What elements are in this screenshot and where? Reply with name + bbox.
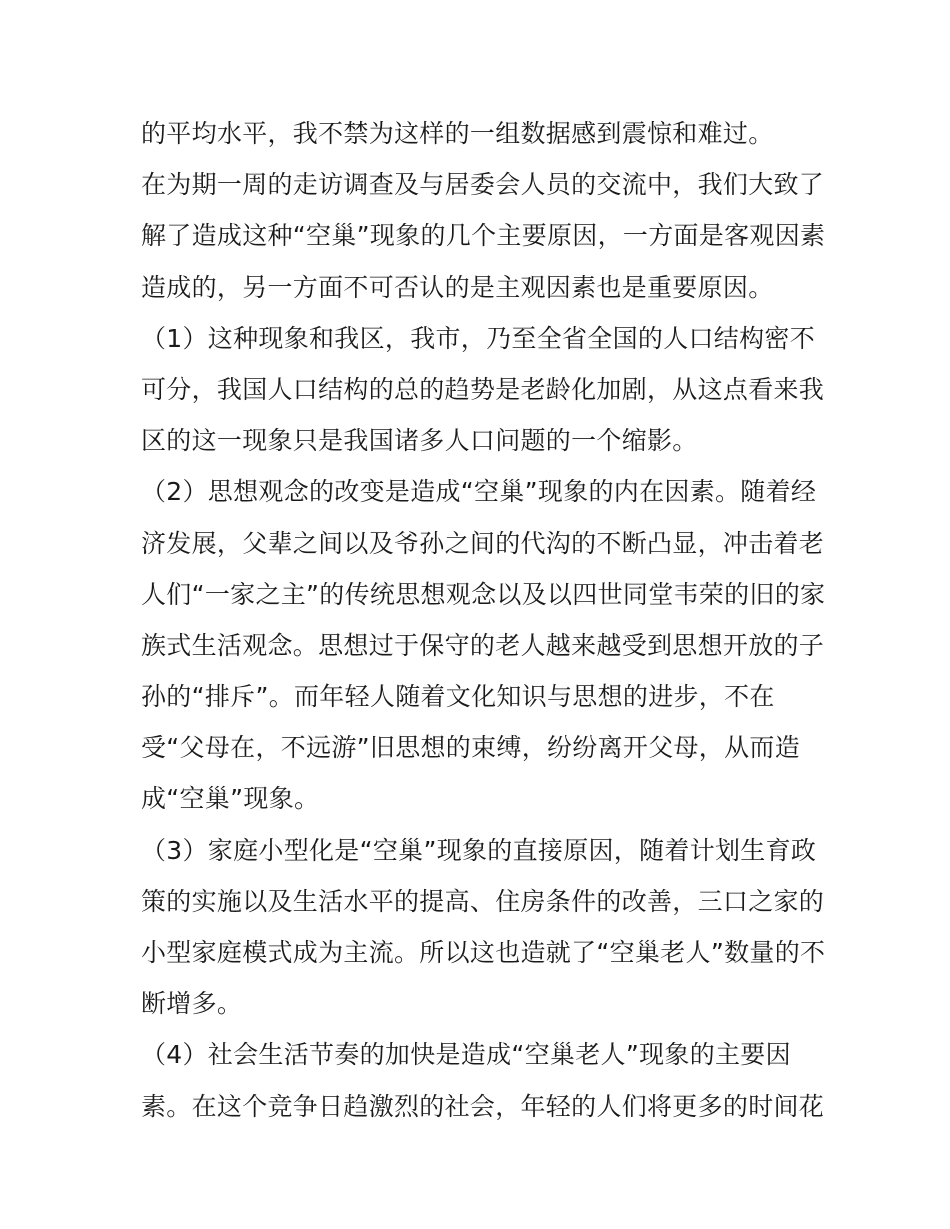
text-line: 的平均水平，我不禁为这样的一组数据感到震惊和难过。: [141, 119, 774, 148]
text-line: （2）思想观念的改变是造成“空巢”现象的内在因素。随着经: [141, 477, 817, 507]
text-line: 孙的“排斥”。而年轻人随着文化知识与思想的进步，不在: [141, 682, 775, 712]
text-line: （4）社会生活节奏的加快是造成“空巢老人”现象的主要因: [141, 1040, 791, 1070]
text-line: 解了造成这种“空巢”现象的几个主要原因，一方面是客观因素: [141, 221, 826, 251]
text-line: 素。在这个竞争日趋激烈的社会，年轻的人们将更多的时间花: [141, 1091, 825, 1121]
text-line: 受“父母在，不远游”旧思想的束缚，纷纷离开父母，从而造: [141, 733, 801, 763]
text-line: （3）家庭小型化是“空巢”现象的直接原因，随着计划生育政: [141, 835, 817, 865]
text-line: 济发展，父辈之间以及爷孙之间的代沟的不断凸显，冲击着老: [141, 528, 825, 558]
text-line: 成“空巢”现象。: [141, 784, 320, 814]
text-line: 族式生活观念。思想过于保守的老人越来越受到思想开放的子: [141, 630, 825, 660]
text-line: 造成的，另一方面不可否认的是主观因素也是重要原因。: [141, 272, 774, 302]
text-line: 在为期一周的走访调查及与居委会人员的交流中，我们大致了: [141, 170, 825, 200]
text-line: 可分，我国人口结构的总的趋势是老龄化加剧，从这点看来我: [141, 374, 825, 404]
text-line: 人们“一家之主”的传统思想观念以及以四世同堂韦荣的旧的家: [141, 579, 826, 609]
text-line: 区的这一现象只是我国诸多人口问题的一个缩影。: [141, 426, 698, 456]
text-line: （1）这种现象和我区，我市，乃至全省全国的人口结构密不: [141, 323, 816, 353]
body-text: [141, 108, 826, 1132]
text-line: 断增多。: [141, 989, 243, 1019]
text-line: 策的实施以及生活水平的提高、住房条件的改善，三口之家的: [141, 886, 825, 916]
text-line: 小型家庭模式成为主流。所以这也造就了“空巢老人”数量的不: [141, 938, 826, 967]
